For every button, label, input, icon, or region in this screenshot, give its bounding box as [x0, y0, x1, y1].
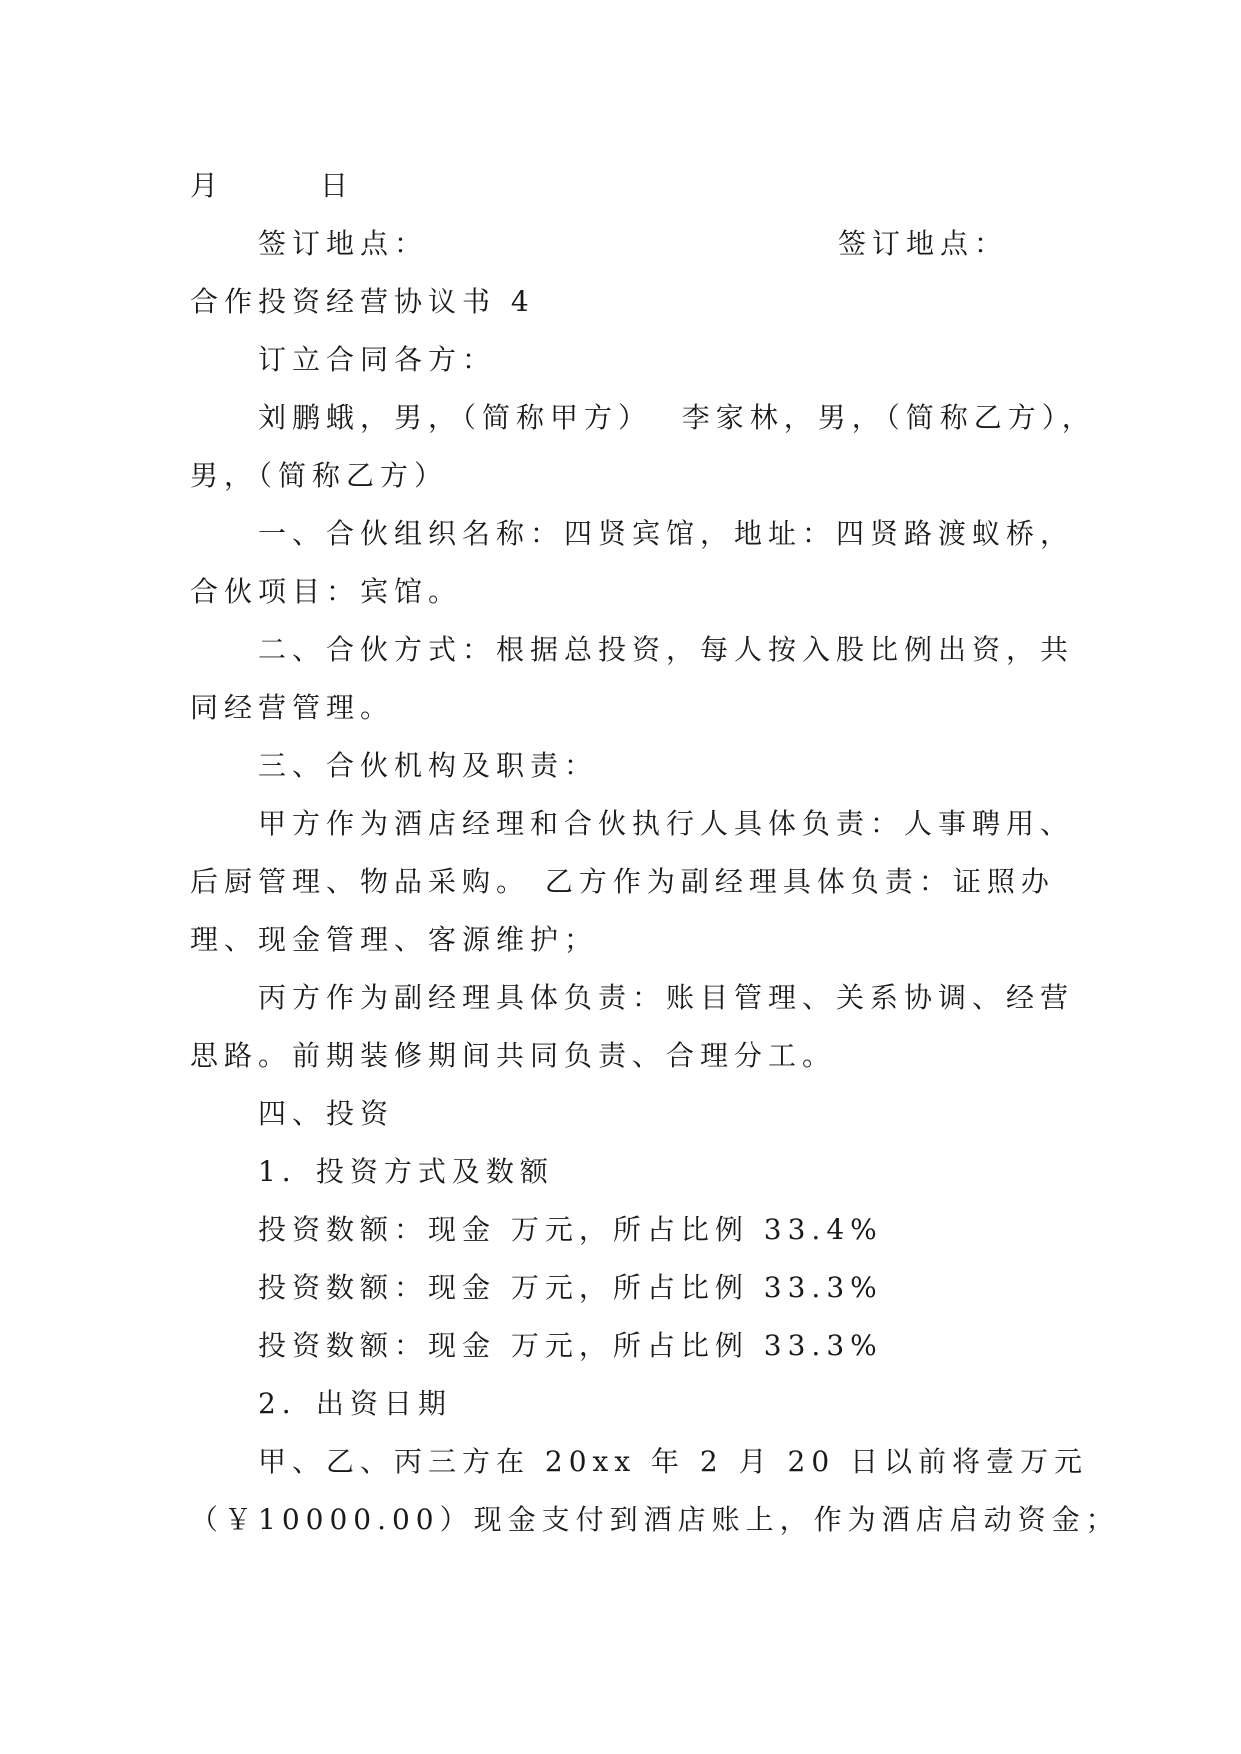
clause-3-line-1: 甲方作为酒店经理和合伙执行人具体负责：人事聘用、 — [258, 807, 1075, 840]
document-title: 合作投资经营协议书 4 — [190, 285, 535, 318]
date-day-label: 日 — [320, 169, 355, 202]
parties-heading: 订立合同各方： — [258, 343, 497, 376]
clause-4-2-heading: 2．出资日期 — [258, 1387, 452, 1420]
investment-line-1: 投资数额：现金 万元，所占比例 33.4% — [258, 1213, 883, 1246]
clause-3-line-4: 丙方作为副经理具体负责：账目管理、关系协调、经营 — [258, 981, 1075, 1014]
clause-2-line-2: 同经营管理。 — [190, 691, 395, 724]
contribution-date-line-1: 甲、乙、丙三方在 20xx 年 2 月 20 日以前将壹万元 — [258, 1445, 1089, 1478]
clause-4-1-heading: 1．投资方式及数额 — [258, 1155, 554, 1188]
clause-3-heading: 三、合伙机构及职责： — [258, 749, 599, 782]
investment-line-2: 投资数额：现金 万元，所占比例 33.3% — [258, 1271, 883, 1304]
clause-2-line-1: 二、合伙方式：根据总投资，每人按入股比例出资，共 — [258, 633, 1075, 666]
parties-line-2: 男，（简称乙方） — [190, 459, 449, 492]
clause-3-line-3: 理、现金管理、客源维护； — [190, 923, 599, 956]
parties-line-1: 刘鹏蛾，男，（简称甲方） 李家林，男，（简称乙方）， — [258, 401, 1096, 434]
clause-1-line-1: 一、合伙组织名称：四贤宾馆，地址：四贤路渡蚁桥， — [258, 517, 1075, 550]
signing-place-right: 签订地点： — [838, 227, 1009, 260]
clause-3-line-2: 后厨管理、物品采购。 乙方作为副经理具体负责：证照办 — [190, 865, 1055, 898]
clause-4-heading: 四、投资 — [258, 1097, 395, 1130]
contribution-date-line-2: （￥10000.00）现金支付到酒店账上，作为酒店启动资金； — [190, 1503, 1120, 1536]
clause-1-line-2: 合伙项目：宾馆。 — [190, 575, 463, 608]
signing-place-left: 签订地点： — [258, 227, 429, 260]
date-month-label: 月 — [190, 169, 225, 202]
clause-3-line-5: 思路。前期装修期间共同负责、合理分工。 — [190, 1039, 837, 1072]
investment-line-3: 投资数额：现金 万元，所占比例 33.3% — [258, 1329, 883, 1362]
